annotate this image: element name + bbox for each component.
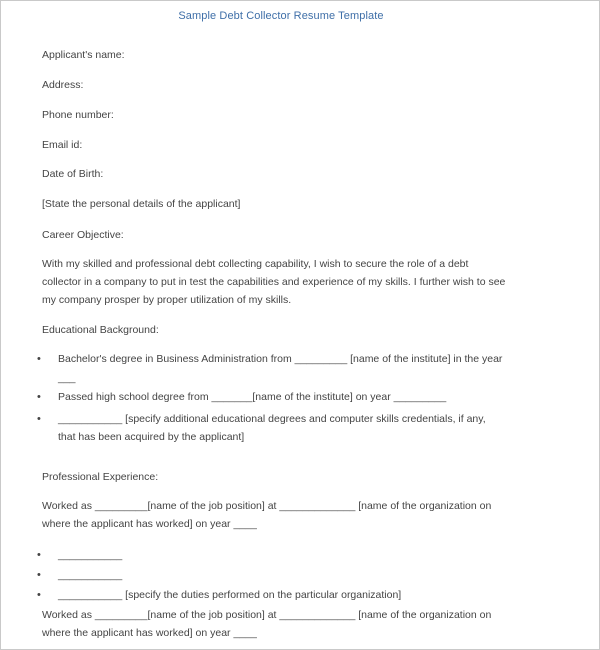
personal-details-note: [State the personal details of the applicant] (42, 198, 241, 210)
bullet-icon: • (37, 589, 41, 601)
experience-entry-line: where the applicant has worked] on year ____ (42, 627, 257, 639)
education-item-line: Passed high school degree from _______[name of the institute] on year _________ (58, 391, 447, 403)
career-objective-heading: Career Objective: (42, 229, 124, 241)
education-item-line: that has been acquired by the applicant] (58, 431, 245, 443)
educational-background-heading: Educational Background: (42, 324, 159, 336)
document-title: Sample Debt Collector Resume Template (178, 10, 384, 22)
bullet-icon: • (37, 569, 41, 581)
duty-item: ___________ (58, 569, 123, 581)
career-objective-line: collector in a company to put in test the capabilities and experience of my skills. I further wish to see (42, 276, 506, 288)
phone-number-label: Phone number: (42, 109, 114, 121)
bullet-icon: • (37, 549, 41, 561)
experience-entry-line: Worked as _________[name of the job position] at _____________ [name of the organization on (42, 500, 492, 512)
bullet-icon: • (37, 353, 41, 365)
professional-experience-heading: Professional Experience: (42, 471, 159, 483)
date-of-birth-label: Date of Birth: (42, 168, 104, 180)
experience-entry-line: where the applicant has worked] on year ____ (42, 518, 257, 530)
bullet-icon: • (37, 391, 41, 403)
education-item-line: Bachelor's degree in Business Administration from _________ [name of the institute] in the year (58, 353, 503, 365)
bullet-icon: • (37, 413, 41, 425)
career-objective-line: my company prosper by proper utilization of my skills. (42, 294, 292, 306)
experience-entry-line: Worked as _________[name of the job position] at _____________ [name of the organization on (42, 609, 492, 621)
duty-item: ___________ [specify the duties performed on the particular organization] (58, 589, 402, 601)
email-label: Email id: (42, 139, 83, 151)
career-objective-line: With my skilled and professional debt collecting capability, I wish to secure the role of a debt (42, 258, 469, 270)
duty-item: ___________ (58, 549, 123, 561)
education-item-line: ___________ [specify additional educational degrees and computer skills credentials, if any, (58, 413, 486, 425)
applicant-name-label: Applicant's name: (42, 49, 125, 61)
address-label: Address: (42, 79, 84, 91)
education-item-line: ___ (58, 372, 76, 384)
